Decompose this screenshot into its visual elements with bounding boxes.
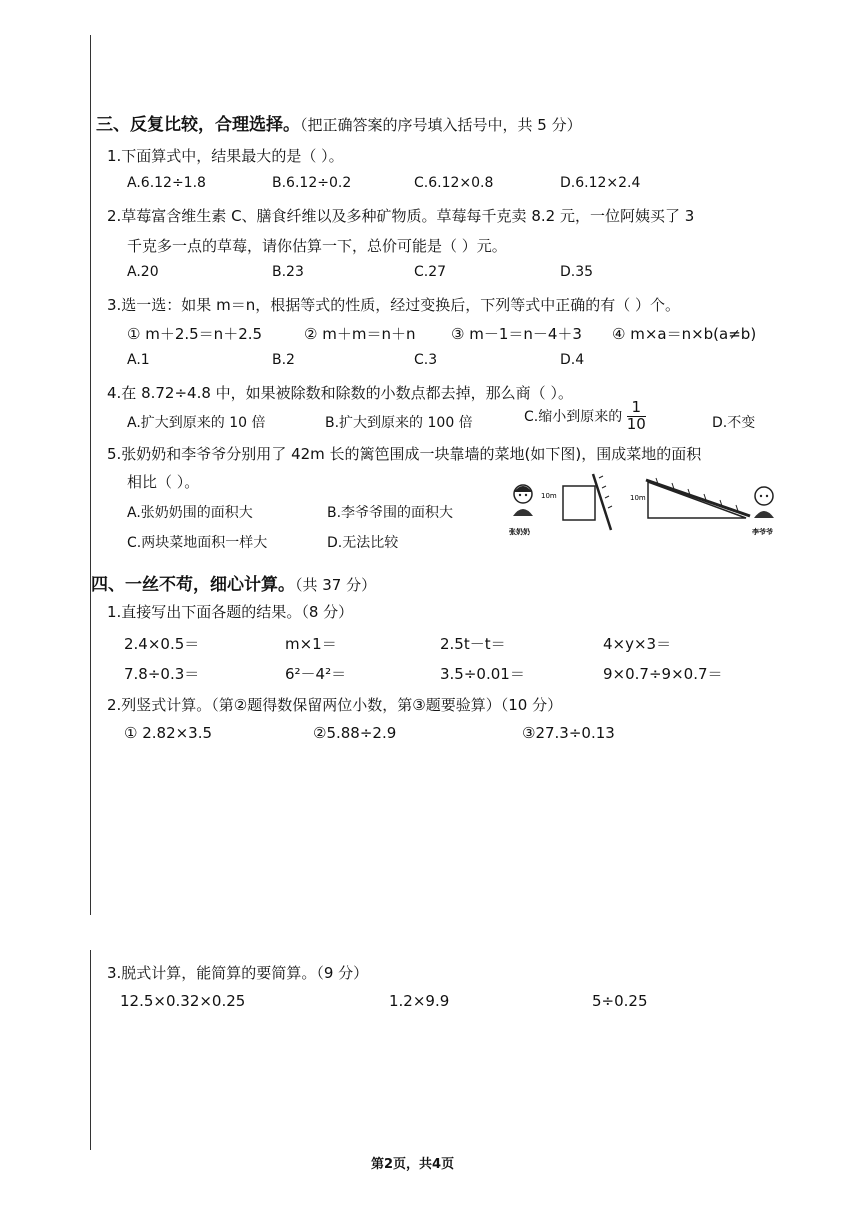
section-4-note: （共 37 分）: [295, 576, 377, 594]
oral-calc-5: 7.8÷0.3＝: [124, 665, 200, 683]
option-3-5-c: C.两块菜地面积一样大: [127, 535, 268, 551]
option-3-1-b: B.6.12÷0.2: [272, 175, 352, 191]
grandma-zhang-icon: [513, 485, 533, 516]
option-3-4-d: D.不变: [712, 415, 756, 431]
oral-calc-2: m×1＝: [285, 635, 337, 653]
fraction-denominator: 10: [626, 415, 646, 433]
stepwise-calc-1: 12.5×0.32×0.25: [120, 992, 246, 1010]
equation-3-3-4: ④ m×a＝n×b(a≠b): [612, 325, 757, 343]
page-number: 第2页，共4页: [371, 1157, 455, 1172]
question-3-2-line-1: 2.草莓富含维生素 C、膳食纤维以及多种矿物质。草莓每千克卖 8.2 元，一位阿姨买了 3: [107, 207, 695, 225]
figure-label-left: 10m: [541, 492, 557, 500]
question-3-2-line-2: 千克多一点的草莓，请你估算一下，总价可能是（ ）元。: [127, 237, 507, 255]
option-3-5-d: D.无法比较: [327, 535, 399, 551]
section-3-title: 三、反复比较，合理选择。: [96, 115, 300, 135]
question-3-1: 1.下面算式中，结果最大的是（ ）。: [107, 147, 344, 165]
oral-calc-1: 2.4×0.5＝: [124, 635, 200, 653]
vertical-calc-3: ③27.3÷0.13: [522, 724, 615, 742]
option-3-4-a: A.扩大到原来的 10 倍: [127, 415, 266, 431]
option-3-2-d: D.35: [560, 264, 594, 280]
section-4-header: [91, 570, 376, 595]
option-3-3-a: A.1: [127, 352, 150, 368]
stepwise-calc-3: 5÷0.25: [592, 992, 648, 1010]
binding-margin-line-bottom: [90, 950, 91, 1150]
option-3-1-c: C.6.12×0.8: [414, 175, 494, 191]
oral-calc-4: 4×y×3＝: [603, 635, 672, 653]
figure-name-left: 张奶奶: [509, 528, 530, 536]
oral-calc-7: 3.5÷0.01＝: [440, 665, 525, 683]
fraction-one-tenth: [627, 400, 646, 432]
option-3-4-c: [524, 400, 646, 432]
question-3-3: 3.选一选：如果 m＝n，根据等式的性质，经过变换后，下列等式中正确的有（ ）个。: [107, 296, 680, 314]
section-3-header: [96, 110, 582, 135]
question-4-2: 2.列竖式计算。（第②题得数保留两位小数，第③题要验算）（10 分）: [107, 696, 563, 714]
grandpa-li-icon: [754, 487, 774, 518]
option-3-4-c-text: C.缩小到原来的: [524, 409, 623, 425]
option-3-2-c: C.27: [414, 264, 447, 280]
option-3-2-a: A.20: [127, 264, 159, 280]
option-3-1-a: A.6.12÷1.8: [127, 175, 206, 191]
figure-grandma-zhang-garden: [505, 472, 615, 542]
oral-calc-6: 6²－4²＝: [285, 665, 347, 683]
option-3-1-d: D.6.12×2.4: [560, 175, 641, 191]
option-3-4-b: B.扩大到原来的 100 倍: [325, 415, 473, 431]
equation-3-3-2: ② m＋m＝n＋n: [304, 325, 416, 343]
oral-calc-3: 2.5t－t＝: [440, 635, 506, 653]
option-3-5-a: A.张奶奶围的面积大: [127, 505, 253, 521]
question-4-1: 1.直接写出下面各题的结果。（8 分）: [107, 603, 354, 621]
option-3-5-b: B.李爷爷围的面积大: [327, 505, 454, 521]
equation-3-3-1: ① m＋2.5＝n＋2.5: [127, 325, 263, 343]
stepwise-calc-2: 1.2×9.9: [389, 992, 450, 1010]
binding-margin-line-top: [90, 35, 91, 915]
figure-grandpa-li-garden: [628, 472, 788, 542]
option-3-3-b: B.2: [272, 352, 295, 368]
section-4-title: 四、一丝不苟，细心计算。: [91, 575, 295, 595]
figure-name-right: 李爷爷: [752, 528, 773, 536]
option-3-2-b: B.23: [272, 264, 304, 280]
option-3-3-c: C.3: [414, 352, 438, 368]
vertical-calc-1: ① 2.82×3.5: [124, 724, 213, 742]
question-4-3: 3.脱式计算，能简算的要简算。（9 分）: [107, 964, 369, 982]
section-3-note: （把正确答案的序号填入括号中，共 5 分）: [300, 116, 582, 134]
question-3-5-line-1: 5.张奶奶和李爷爷分别用了 42m 长的篱笆围成一块靠墙的菜地(如下图)，围成菜地的面积: [107, 445, 702, 463]
vertical-calc-2: ②5.88÷2.9: [313, 724, 397, 742]
oral-calc-8: 9×0.7÷9×0.7＝: [603, 665, 723, 683]
question-3-4: 4.在 8.72÷4.8 中，如果被除数和除数的小数点都去掉，那么商（ ）。: [107, 384, 573, 402]
figure-label-right: 10m: [630, 494, 646, 502]
fraction-numerator: 1: [627, 400, 646, 417]
equation-3-3-3: ③ m－1＝n－4＋3: [451, 325, 582, 343]
option-3-3-d: D.4: [560, 352, 585, 368]
question-3-5-line-2: 相比（ ）。: [127, 473, 200, 491]
